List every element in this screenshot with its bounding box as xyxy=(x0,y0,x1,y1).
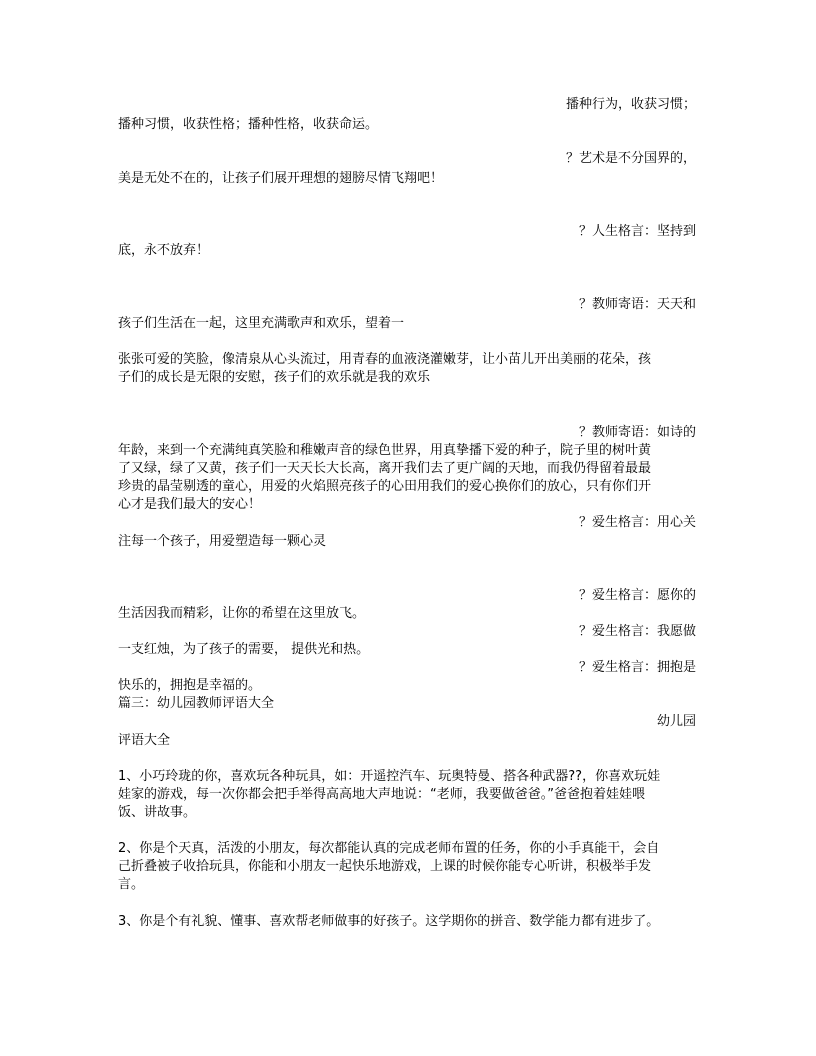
text-line: 播种习惯，收获性格；播种性格，收获命运。 xyxy=(118,117,379,132)
text-line: 一支红烛，为了孩子的需要， 提供光和热。 xyxy=(118,642,370,657)
text-line: 3、你是个有礼貌、懂事、喜欢帮老师做事的好孩子。这学期你的拼音、数学能力都有进步了。 xyxy=(118,914,660,929)
text-line: 子们的成长是无限的安慰，孩子们的欢乐就是我的欢乐 xyxy=(118,370,431,385)
text-line: 了又绿，绿了又黄，孩子们一天天长大长高，离开我们去了更广阔的天地，而我仍得留着最最 xyxy=(118,461,652,476)
text-line: 珍贵的晶莹剔透的童心，用爱的火焰照亮孩子的心田用我们的爱心换你们的放心，只有你们开 xyxy=(118,479,652,494)
text-line: 底，永不放弃！ xyxy=(118,243,210,258)
text-line: 言。 xyxy=(118,877,145,892)
text-line: 2、你是个天真，活泼的小朋友，每次都能认真的完成老师布置的任务，你的小手真能干，会自 xyxy=(118,841,660,856)
text-line: 心才是我们最大的安心！ xyxy=(118,497,262,512)
text-line: ？爱生格言：用心关 xyxy=(578,515,696,530)
text-line: 美是无处不在的，让孩子们展开理想的翅膀尽情飞翔吧！ xyxy=(118,171,444,186)
text-line: 注每一个孩子，用爱塑造每一颗心灵 xyxy=(118,534,327,549)
text-line: 己折叠被子收拾玩具，你能和小朋友一起快乐地游戏，上课的时候你能专心听讲，积极举手发 xyxy=(118,859,652,874)
text-line: ？人生格言：坚持到 xyxy=(578,224,696,239)
text-line: 年龄，来到一个充满纯真笑脸和稚嫩声音的绿色世界，用真挚播下爱的种子，院子里的树叶黄 xyxy=(118,443,652,458)
text-line: 饭、讲故事。 xyxy=(118,805,197,820)
text-line: ？教师寄语：天天和 xyxy=(578,297,696,312)
text-line: ？爱生格言：愿你的 xyxy=(578,588,696,603)
text-line: ？艺术是不分国界的， xyxy=(565,151,696,166)
text-line: 播种行为，收获习惯； xyxy=(565,97,696,112)
text-line: 张张可爱的笑脸，像清泉从心头流过，用青春的血液浇灌嫩芽，让小苗儿开出美丽的花朵，孩 xyxy=(118,352,652,367)
text-line: 评语大全 xyxy=(118,733,171,748)
text-line: 快乐的，拥抱是幸福的。 xyxy=(118,678,262,693)
text-line: 孩子们生活在一起，这里充满歌声和欢乐，望着一 xyxy=(118,316,405,331)
text-line: ？教师寄语：如诗的 xyxy=(578,425,696,440)
text-line: 娃家的游戏，每一次你都会把手举得高高地大声地说：“老师，我要做爸爸。”爸爸抱着娃娃喂 xyxy=(118,787,645,802)
section-heading: 篇三：幼儿园教师评语大全 xyxy=(118,696,275,711)
text-line: 幼儿园 xyxy=(656,714,696,729)
text-line: ？爱生格言：拥抱是 xyxy=(578,660,696,675)
text-line: 1、小巧玲珑的你，喜欢玩各种玩具，如：开遥控汽车、玩奥特曼、搭各种武器??，你喜欢玩娃 xyxy=(118,769,661,784)
text-line: 生活因我而精彩，让你的希望在这里放飞。 xyxy=(118,606,366,621)
text-line: ？爱生格言：我愿做 xyxy=(578,624,696,639)
